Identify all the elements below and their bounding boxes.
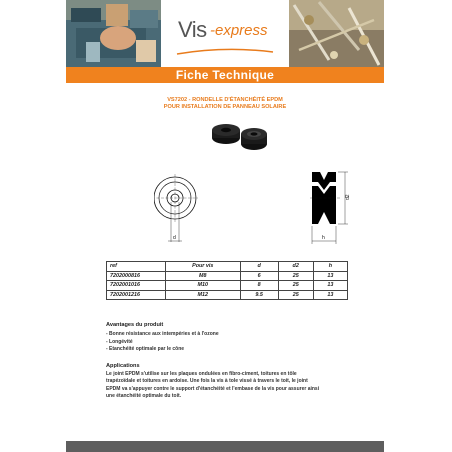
column-header: d [240, 262, 278, 272]
swoosh-icon [175, 48, 275, 56]
footer-bar [66, 441, 384, 452]
list-item: - Etanchéité optimale par le cône [106, 346, 185, 352]
table-cell: 6 [240, 271, 278, 281]
label-d2: d2 [345, 194, 351, 200]
specs-table [106, 261, 348, 300]
column-header: h [313, 262, 347, 272]
table-cell: 25 [278, 271, 313, 281]
tools-photo [66, 0, 161, 67]
front-view [154, 174, 198, 242]
table-cell: 8 [240, 281, 278, 291]
table-cell: 7202001216 [107, 290, 166, 300]
screws-photo [289, 0, 384, 67]
brand-name: Vis [178, 17, 207, 42]
table-cell: M12 [166, 290, 241, 300]
table-cell: 25 [278, 290, 313, 300]
product-title-line2: POUR INSTALLATION DE PANNEAU SOLAIRE [163, 104, 287, 110]
brand-suffix: -express [210, 22, 268, 39]
column-header: ref [107, 262, 166, 272]
applications-heading: Applications [106, 363, 140, 369]
column-header: Pour vis [166, 262, 241, 272]
advantages-heading: Avantages du produit [106, 322, 164, 328]
text-line: une étanchéité optimale du toit. [106, 393, 182, 400]
header-banner [66, 0, 384, 67]
table-cell: 13 [313, 281, 347, 291]
label-d: d [173, 235, 176, 241]
washer-photo [196, 118, 296, 156]
brand-logo [161, 0, 289, 67]
table-cell: 9.5 [240, 290, 278, 300]
table-cell: 13 [313, 271, 347, 281]
table-cell: 25 [278, 281, 313, 291]
table-row [107, 281, 348, 291]
list-item: - Longévité [106, 338, 133, 345]
table-cell: 13 [313, 290, 347, 300]
table-row [107, 290, 348, 300]
product-title-line1: VS7202 - RONDELLE D'ÉTANCHÉITÉ EPDM [167, 97, 283, 103]
table-header-row [107, 262, 348, 272]
text-line: trapézoïdale et toitures en ardoise. Une fois la vis à tole vissé à travers le toit, le joint [106, 378, 308, 385]
text-line: Le joint EPDM s'utilise sur les plaques ondulées en fibro-ciment, toitures en tôle [106, 371, 297, 377]
section-title-bar: Fiche Technique [66, 67, 384, 83]
column-header: d2 [278, 262, 313, 272]
technical-sheet [66, 0, 384, 452]
table-row [107, 271, 348, 281]
side-view [310, 172, 351, 244]
table-cell: 7202001016 [107, 281, 166, 291]
table-cell: M8 [166, 271, 241, 281]
table-cell: 7202000816 [107, 271, 166, 281]
list-item: - Bonne résistance aux intempéries et à l'ozone [106, 331, 219, 337]
advantages-list [106, 331, 219, 354]
table-cell: M10 [166, 281, 241, 291]
technical-drawing [154, 168, 374, 248]
applications-text [106, 371, 348, 401]
text-line: EPDM va s'appuyer contre le support d'étanchéité et l'embase de la vis pour assurer ainsi [106, 385, 320, 392]
label-h: h [322, 235, 325, 241]
